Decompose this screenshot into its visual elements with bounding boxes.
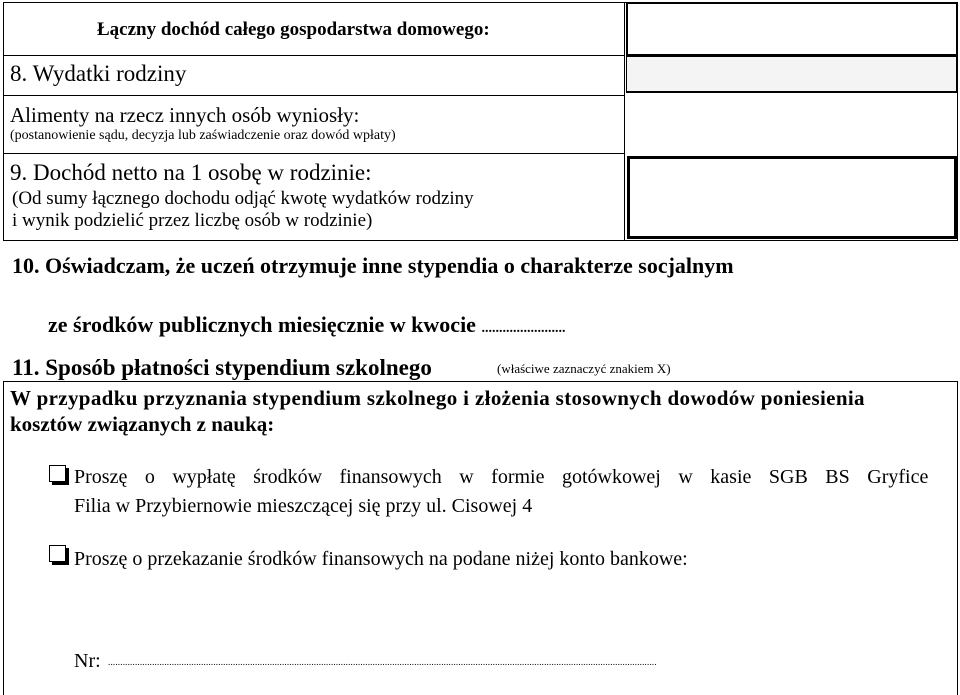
section11-top-border — [3, 381, 958, 382]
alimony-label: Alimenty na rzecz innych osób wyniosły: — [10, 103, 360, 127]
account-number-label: Nr: — [74, 650, 101, 672]
option2-label: Proszę o przekazanie środków finansowych na podane niżej konto bankowe: — [74, 548, 688, 570]
total-income-field[interactable] — [626, 2, 958, 56]
total-income-label: Łączny dochód całego gospodarstwa domowego: — [97, 19, 490, 40]
cash-payment-checkbox[interactable] — [49, 465, 66, 482]
row-separator — [3, 55, 624, 56]
net-income-per-person-field[interactable] — [627, 156, 957, 239]
section11-heading: 11. Sposób płatności stypendium szkolnego — [12, 355, 432, 380]
alimony-note: (postanowienie sądu, decyzja lub zaświadczenie oraz dowód wpłaty) — [10, 128, 396, 143]
table-divider — [624, 2, 625, 241]
bank-transfer-checkbox[interactable] — [49, 545, 66, 562]
section10-line1: 10. Oświadczam, że uczeń otrzymuje inne stypendia o charakterze socjalnym — [12, 253, 734, 278]
section11-intro-line1: W przypadku przyznania stypendium szkolnego i złożenia stosownych dowodów poniesienia — [10, 386, 865, 410]
alimony-field[interactable] — [626, 56, 958, 93]
section10-line2 — [48, 314, 565, 336]
section11-right-border — [957, 381, 958, 695]
row-separator — [3, 153, 624, 154]
section11-hint: (właściwe zaznaczyć znakiem X) — [497, 361, 671, 376]
option1-line1: Proszę o wypłatę środków finansowych w formie gotówkowej w kasie SGB BS Gryfice — [74, 466, 929, 488]
section9-note-line1: (Od sumy łącznego dochodu odjąć kwotę wydatków rodziny — [12, 188, 474, 209]
section10-line2-text: ze środków publicznych miesięcznie w kwocie — [48, 312, 476, 337]
section9-note-line2: i wynik podzielić przez liczbę osób w rodzinie) — [12, 210, 373, 231]
account-number-dots: ................................................................................................................................................................................................................................ — [108, 658, 657, 667]
option1-line2: Filia w Przybiernowie mieszczącej się przy ul. Cisowej 4 — [74, 495, 533, 517]
section11-left-border — [3, 381, 4, 695]
row-separator — [3, 95, 624, 96]
section8-heading: 8. Wydatki rodziny — [10, 61, 187, 86]
section10-amount-dots[interactable]: ........................ — [481, 321, 566, 336]
section11-intro-line2: kosztów związanych z nauką: — [10, 412, 275, 436]
section9-heading: 9. Dochód netto na 1 osobę w rodzinie: — [10, 160, 372, 185]
account-number-field[interactable] — [108, 658, 733, 667]
